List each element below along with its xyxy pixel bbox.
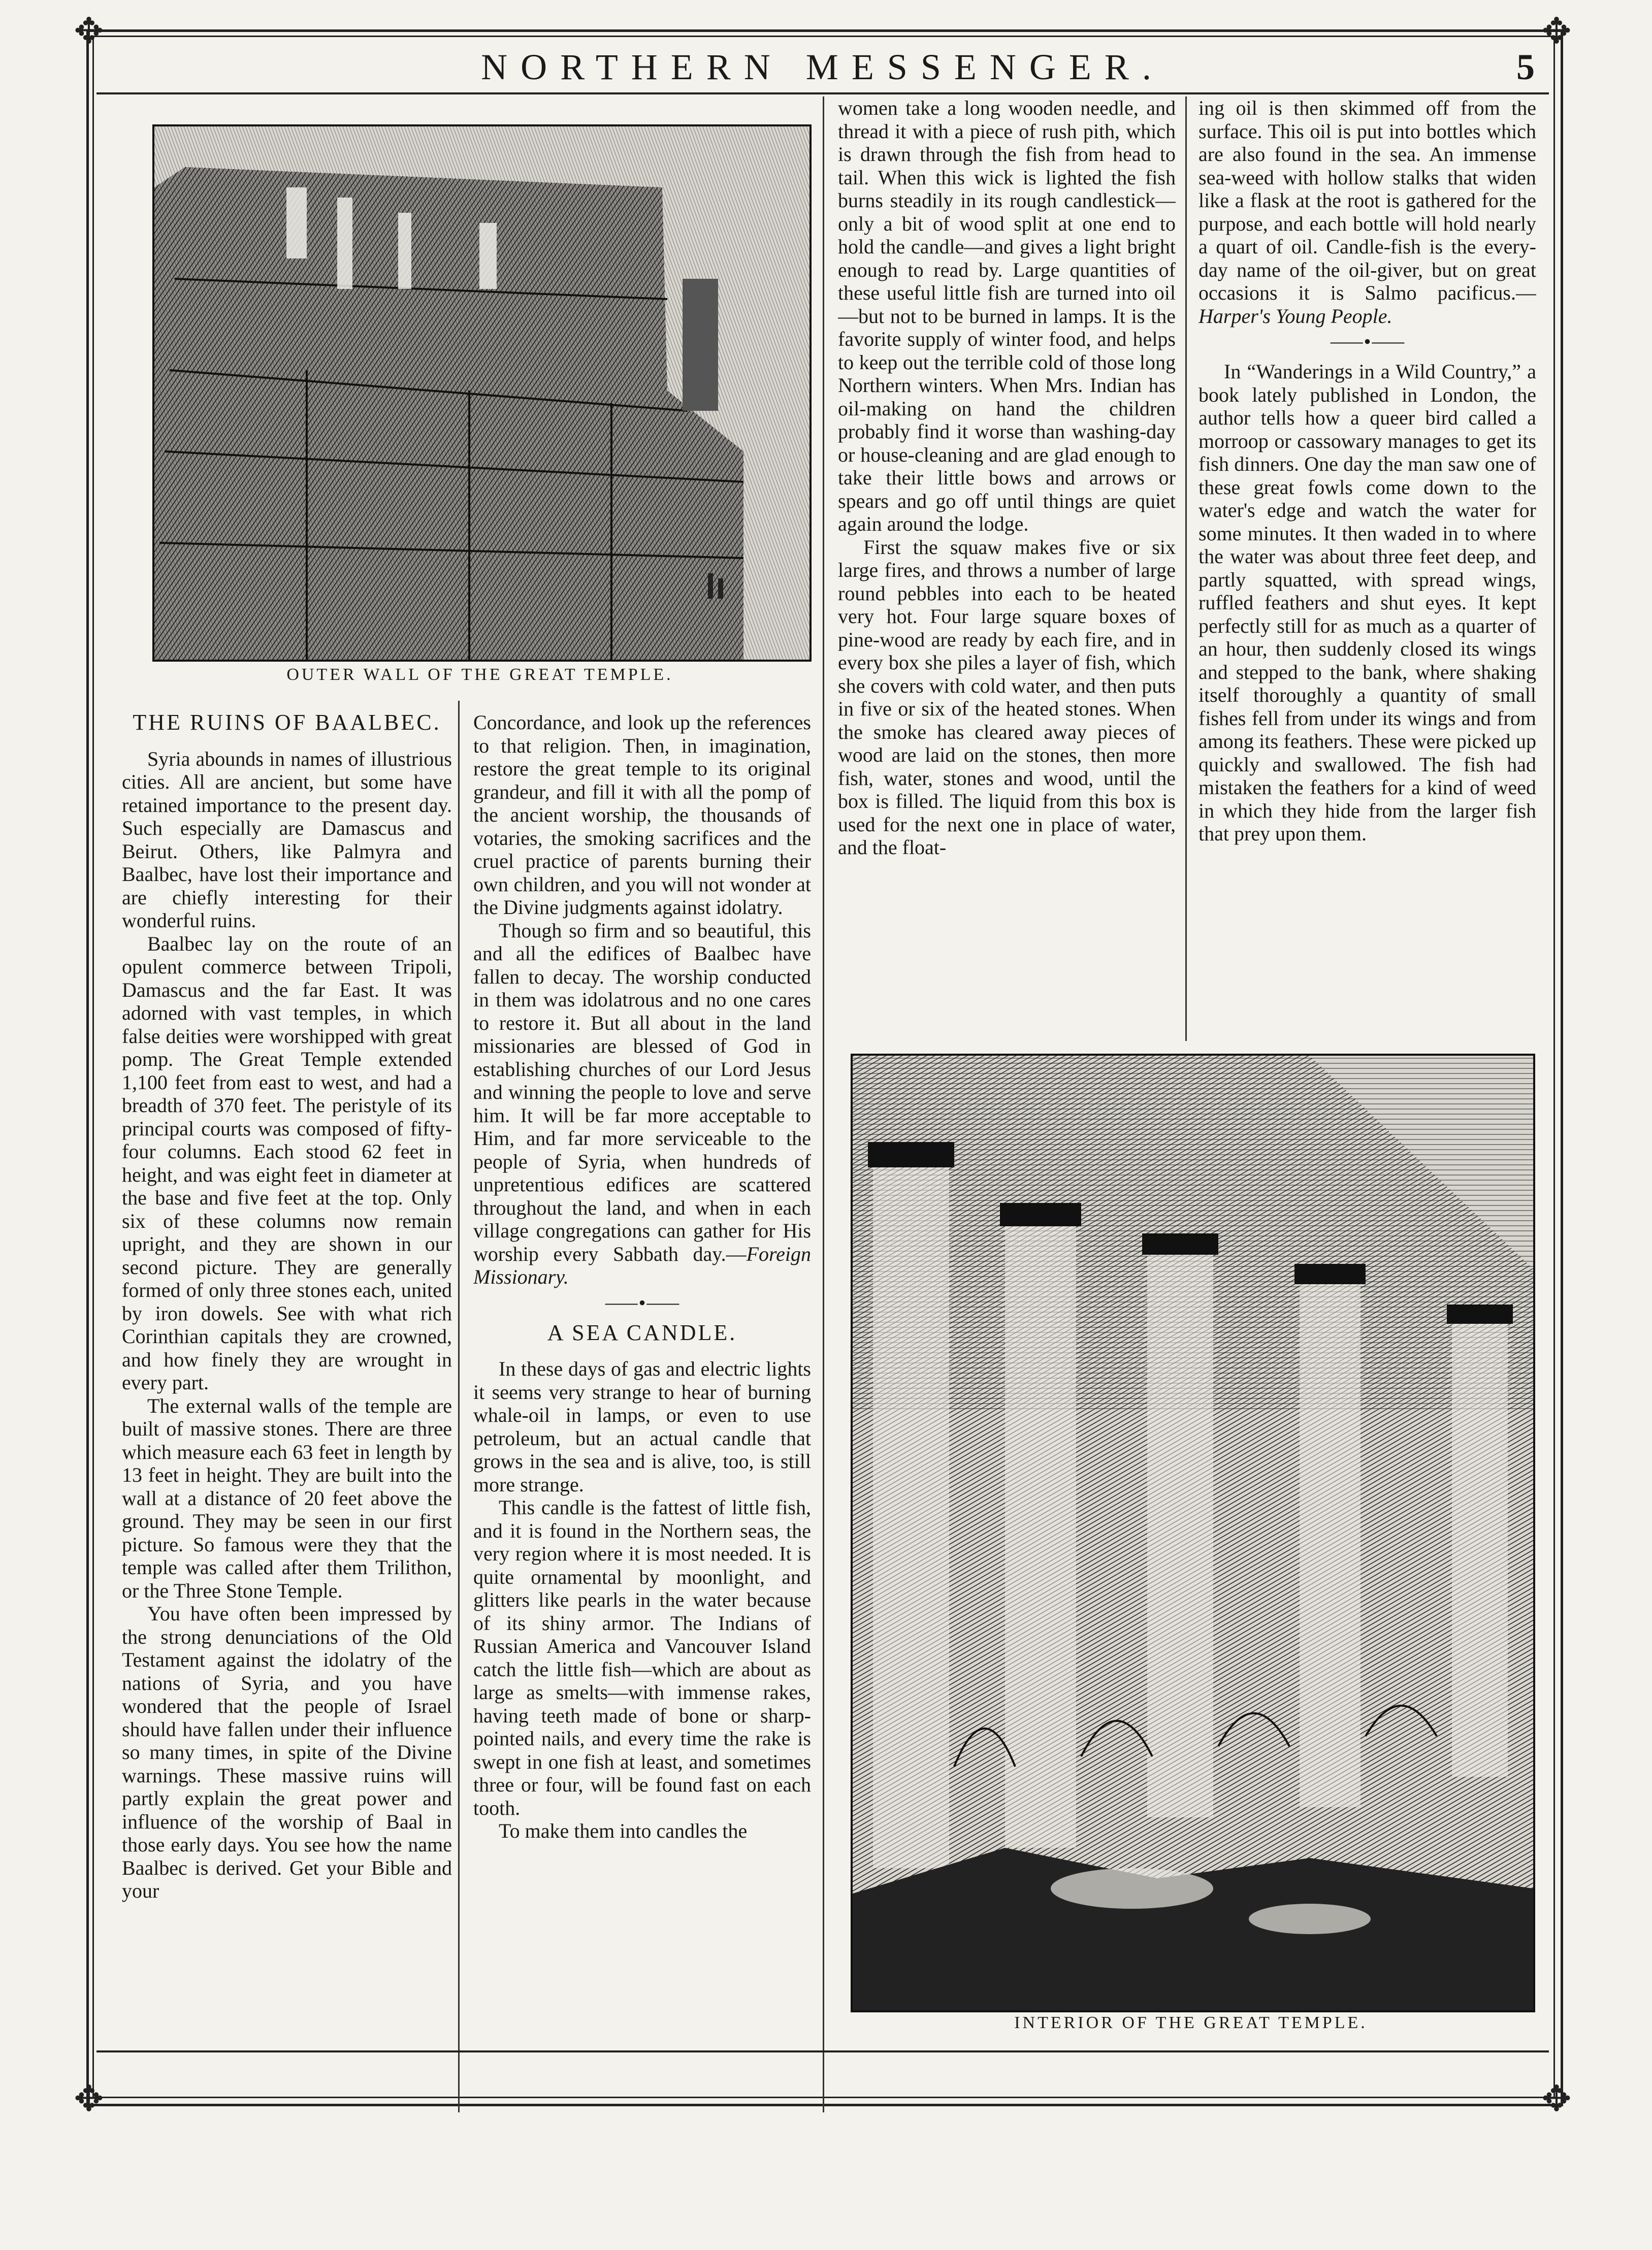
paragraph-text: Though so firm and so beautiful, this and all the edifices of Baalbec have fallen to decay. The worship conducted in them was idolatrous and no one cares to restore it. But all about in the land missionaries are blessed of God in establishing churches of our Lord Jesus and winning the people to love and serve him. It will be far more acceptable to Him, and far more serviceable to the people of Syria, when hundreds of unpretentious edifices are scattered throughout the land, and when in each village congregations can gather for His worship every Sabbath day.— [473, 919, 811, 1265]
corner-ornament-icon: ✥ [1541, 12, 1572, 51]
column-divider [458, 701, 460, 2112]
figure-caption: OUTER WALL OF THE GREAT TEMPLE. [286, 665, 673, 684]
corner-ornament-icon: ✥ [74, 12, 104, 51]
paragraph: To make them into candles the [499, 1819, 748, 1842]
paragraph: women take a long wooden needle, and thread it with a piece of rush pith, which is drawn through the fish from head to tail. When this wick is lighted the fish burns steadily in its rough candlestick—only a bit of wood split at one end to hold the candle—and gives a light bright enough to read by. Large quantities of these useful little fish are turned into oil—but not to be burned in lamps. It is the favorite supply of winter food, and helps to keep out the terrible cold of those long Northern winters. When Mrs. Indian has oil-making on hand the children probably find it worse than washing-day or house-cleaning and are glad enough to take their little bows and arrows or spears and go off until things are quiet again around the lodge. [838, 96, 1176, 535]
paragraph: The external walls of the temple are built of massive stones. There are three which measure each 63 feet in length by 13 feet in height. They are built into the wall at a distance of 20 feet above the ground. They may be seen in our first picture. So famous were they that the temple was called after them Trilithon, or the Three Stone Temple. [122, 1394, 452, 1602]
paragraph [473, 919, 811, 1289]
paragraph: This candle is the fattest of little fish, and it is found in the Northern seas, the very region where it is most needed. It is quite ornamental by moonlight, and glitters like pearls in the water because of its shiny armor. The Indians of Russian America and Vancouver Island catch the little fish—which are about as large as smelts—with immense rakes, having teeth made of bone or sharp-pointed nails, and every time the rake is swept in one fish at least, and sometimes three or four, will be found fast on each tooth. [473, 1496, 811, 1819]
header-rule [96, 92, 1549, 94]
column-divider [1185, 96, 1187, 1041]
masthead: NORTHERN MESSENGER. [481, 47, 1164, 87]
article-title: A SEA CANDLE. [547, 1320, 737, 1345]
article-column-3 [838, 96, 1176, 1041]
column-divider [823, 96, 824, 2112]
paragraph: Concordance, and look up the references to that religion. Then, in imagination, restore the great temple to its original grandeur, and fill it with all the pomp of the ancient worship, the thousands of votaries, the smoking sacrifices and the cruel practice of parents burning their own children, and you will not wonder at the Divine judgments against idolatry. [473, 711, 811, 919]
article-title: THE RUINS OF BAALBEC. [133, 710, 441, 735]
page-header [96, 42, 1549, 92]
article-column-4 [1198, 96, 1536, 1041]
paragraph: You have often been impressed by the strong denunciations of the Old Testament against the idolatry of the nations of Syria, and you have wondered that the people of Israel should have fallen under their influence so many times, in spite of the Divine warnings. These massive ruins will partly explain the great power and influence of the worship of Baal in those early days. You see how the name Baalbec is derived. Get your Bible and your [122, 1602, 452, 1902]
page-number: 5 [1516, 47, 1535, 87]
paragraph: Syria abounds in names of illustrious cities. All are ancient, but some have retained importance to the present day. Such especially are Damascus and Beirut. Others, like Palmyra and Baalbec, have lost their importance and are chiefly interesting for their wonderful ruins. [122, 747, 452, 932]
signature: Foreign Missionary. [473, 1242, 811, 1288]
paragraph: Baalbec lay on the route of an opulent commerce between Tripoli, Damascus and the far East. It was adorned with vast temples, in which false deities were worshipped with great pomp. The Great Temple extended 1,100 feet from east to west, and had a breadth of 370 feet. The peristyle of its principal courts was composed of fifty-four columns. Each stood 62 feet in height, and was eight feet in diameter at the base and five feet at the top. Only six of these columns now remain upright, and they are shown in our second picture. They are generally formed of only three stones each, united by iron dowels. See with what rich Corinthian capitals they are crowned, and how finely they are wrought in every part. [122, 932, 452, 1394]
corner-ornament-icon: ✥ [1541, 2080, 1572, 2119]
engraving-outer-wall [152, 124, 812, 662]
paragraph-text: ing oil is then skimmed off from the surface. This oil is put into bottles which are also found in the sea. An immense sea-weed with hollow stalks that widen like a flask at the root is gathered for the purpose, and each bottle will hold nearly a quart of oil. Candle-fish is the every-day name of the oil-giver, but on great occasions it is Salmo pacificus.— [1198, 96, 1536, 304]
article-column-2 [473, 711, 811, 2112]
paragraph: In “Wanderings in a Wild Country,” a book lately published in London, the author tells how a queer bird called a morroop or cassowary manages to get its fish dinners. One day the man saw one of these great fowls come down to the water's edge and watch the water for some minutes. It then waded in to where the water was about three feet deep, and partly squatted, with spread wings, ruffled feathers and shut eyes. It kept perfectly still for as much as a quarter of an hour, then suddenly closed its wings and stepped to the bank, where shaking itself thoroughly a quantity of small fishes fell from under its wings and from among its feathers. These were picked up quickly and swallowed. The fish had mistaken the feathers for a kind of weed in which they hide from the larger fish that prey upon them. [1198, 360, 1536, 845]
article-baalbec [122, 706, 452, 2107]
paragraph: In these days of gas and electric lights it seems very strange to hear of burning whale-oil in lamps, or even to use petroleum, but an actual candle that grows in the sea and is alive, too, is still more strange. [473, 1357, 811, 1496]
corner-ornament-icon: ✥ [74, 2080, 104, 2119]
footer-rule [96, 2050, 1549, 2052]
paragraph: First the squaw makes five or six large fires, and throws a number of large round pebbles into each to be heated very hot. Four large square boxes of pine-wood are ready by each fire, and in every box she piles a layer of fish, which she covers with cold water, and then puts in five or six of the heated stones. When the smoke has cleared away pieces of wood are laid on the stones, then more fish, water, stones and wood, until the box is filled. The liquid from this box is used for the next one in place of water, and the float- [838, 535, 1176, 859]
signature: Harper's Young People. [1198, 304, 1392, 328]
engraving-interior [851, 1054, 1535, 2012]
separator: ⸺•⸺ [604, 1291, 681, 1314]
paragraph [1198, 96, 1536, 328]
separator: ⸺•⸺ [1329, 330, 1406, 353]
figure-caption: INTERIOR OF THE GREAT TEMPLE. [1014, 2013, 1368, 2032]
